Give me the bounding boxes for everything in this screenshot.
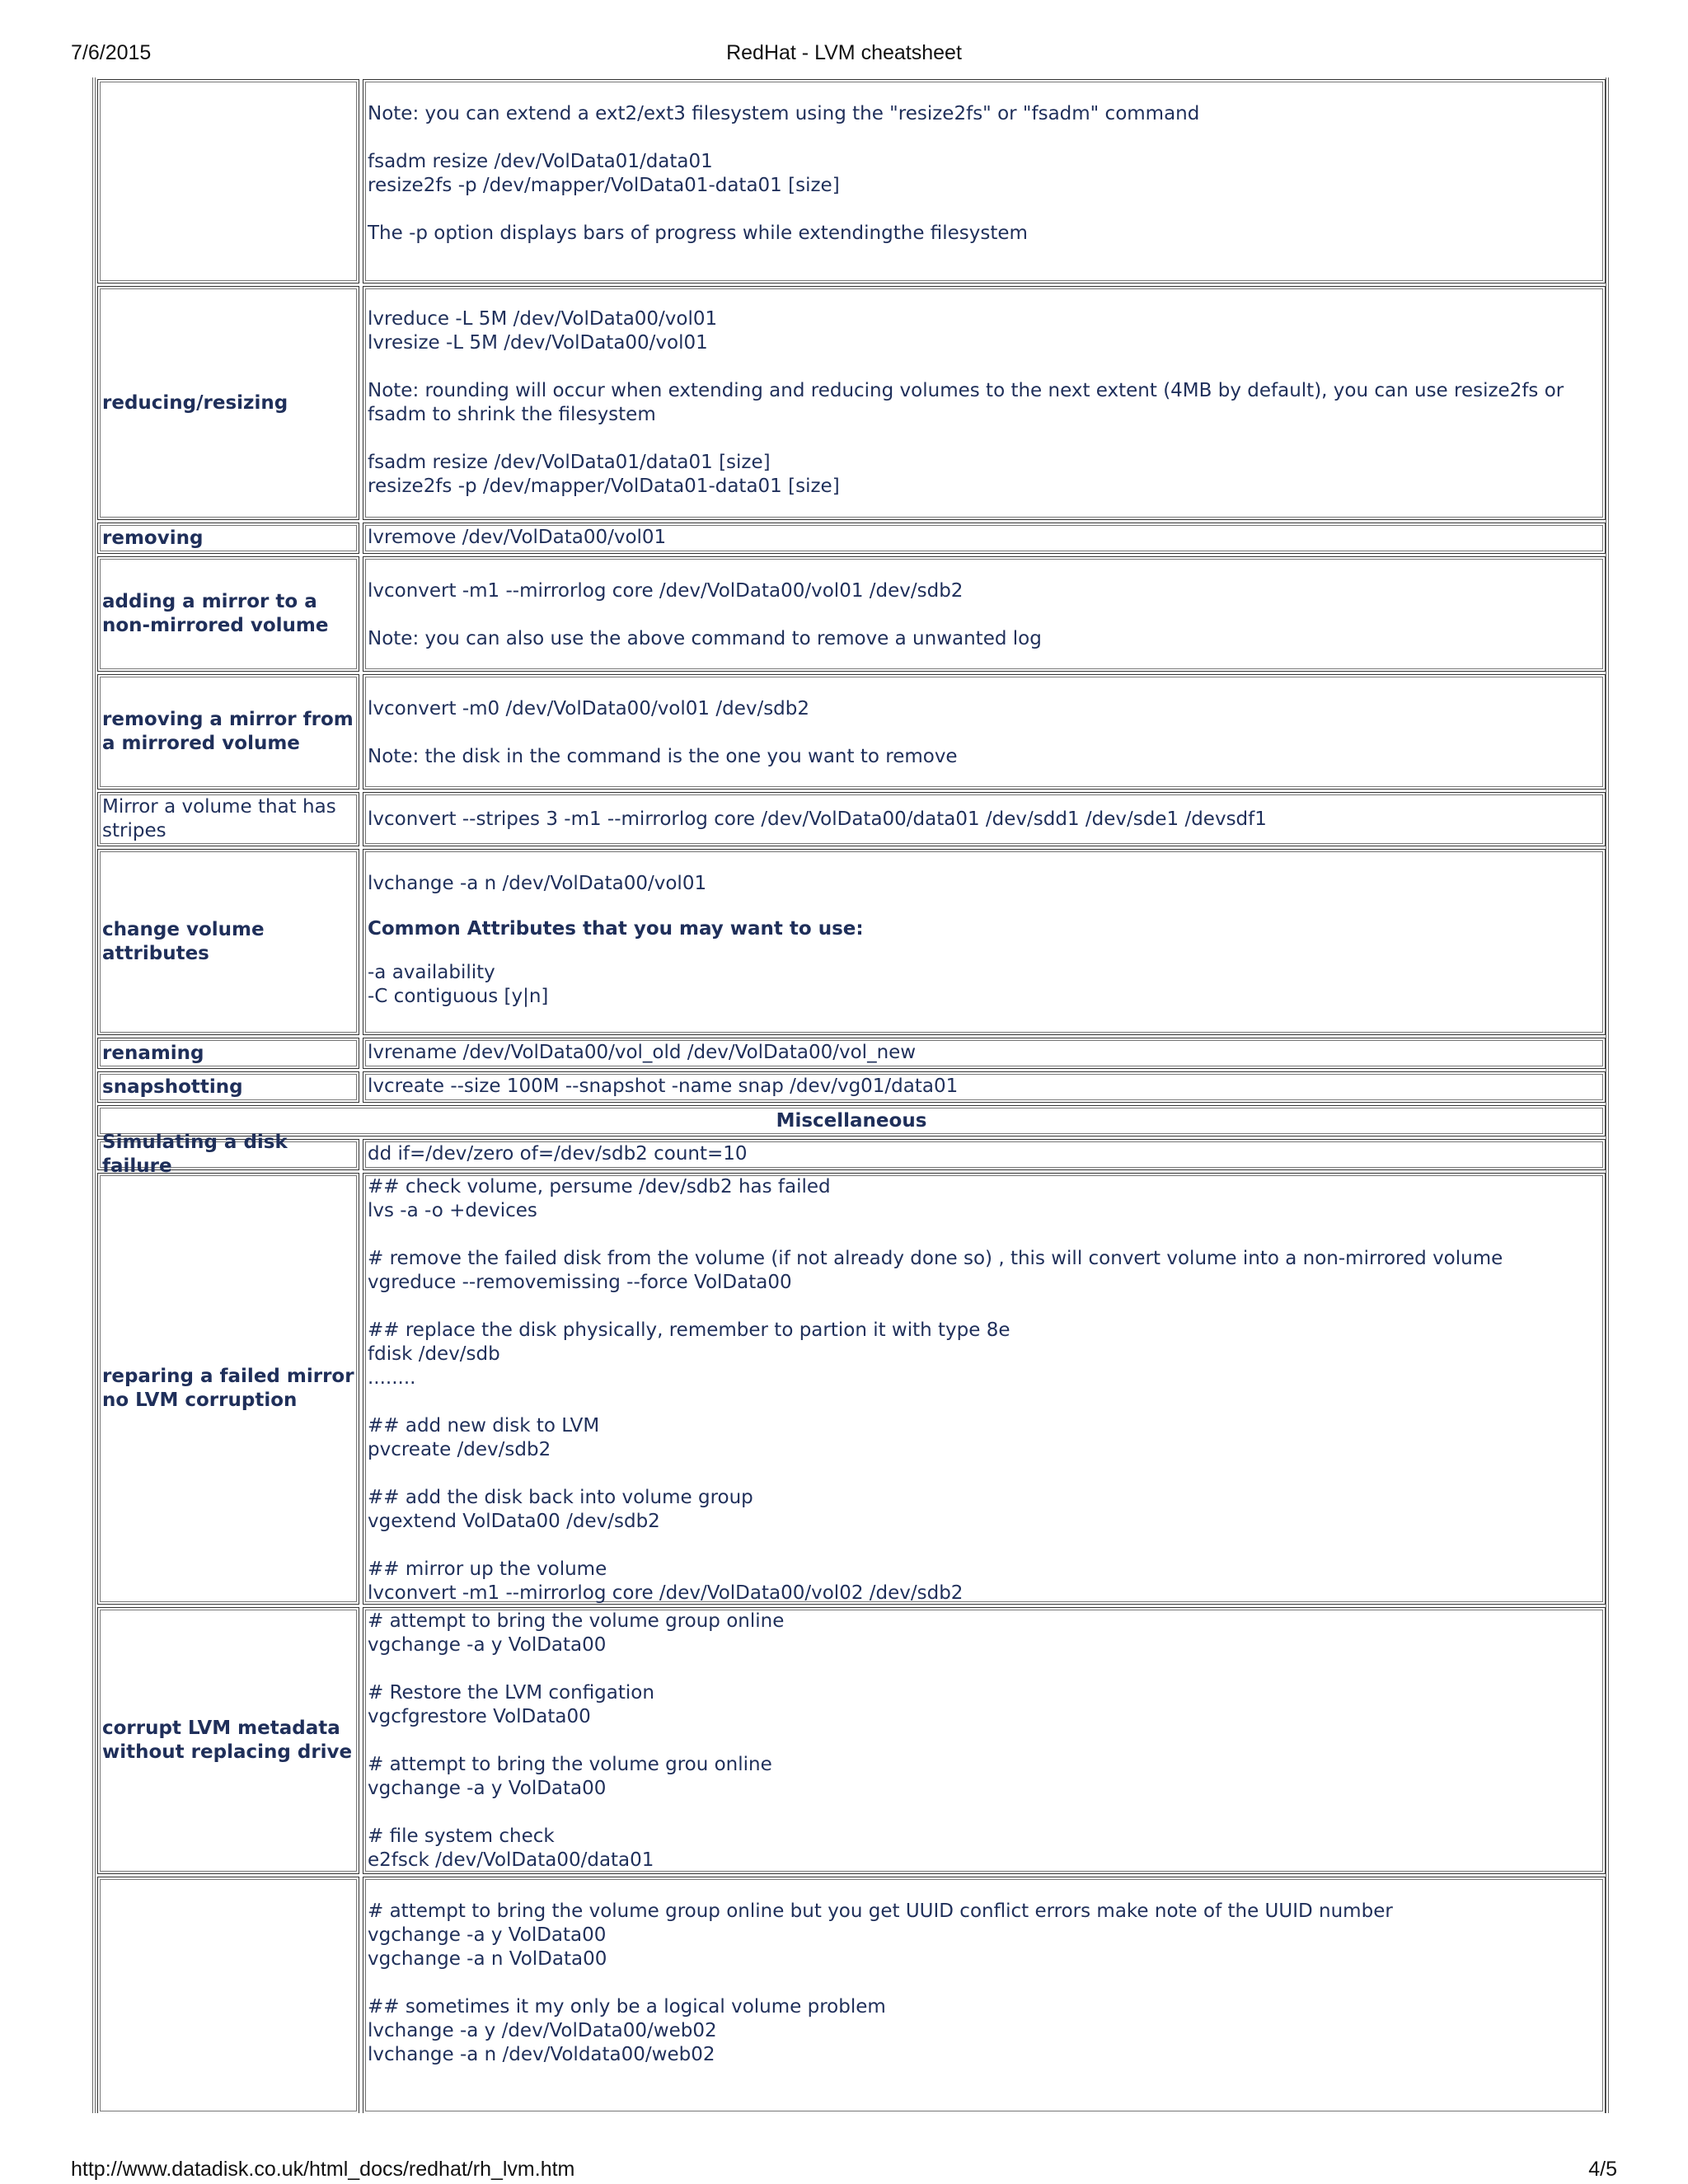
repair-mirror-label: reparing a failed mirror no LVM corruption [102,1366,354,1411]
removing-command: lvremove /dev/VolData00/vol01 [368,527,667,548]
extend-commands: Note: you can extend a ext2/ext3 filesystem using the "resize2fs" or "fsadm" command fsadm resize /dev/VolData01/data01 resize2fs -p /dev/mapper/VolData01-data01 [size] The -p option displays bars of progress while extendingthe filesystem [368,103,1200,244]
table-row-repair-mirror [97,1173,1606,1605]
repair-mirror-commands: ## check volume, persume /dev/sdb2 has failed lvs -a -o +devices # remove the failed disk from the volume (if not already done so) , this will convert volume into a non-mirrored volume vgreduce --removemissing --force VolData00 ## replace the disk physically, remember to partion it with type 8e fdisk /dev/sdb ........ ## add new disk to LVM pvcreate /dev/sdb2 ## add the disk back into volume group vgextend VolData00 /dev/sdb2 ## mirror up the volume lvconvert -m1 --mirrorlog core /dev/VolData00/vol02 /dev/sdb2 [368,1176,1503,1604]
row-content-cell [363,1877,1606,2113]
row-content-cell [363,1607,1606,1874]
row-content-cell [363,556,1606,672]
row-content-cell [363,792,1606,846]
change-attributes-label: change volume attributes [102,919,265,964]
row-label-cell [97,792,359,846]
table-row-removing [97,523,1606,554]
page-url: http://www.datadisk.co.uk/html_docs/redhat/rh_lvm.htm [71,2158,575,2181]
row-content-cell [363,523,1606,554]
table-row-renaming [97,1038,1606,1069]
add-mirror-commands: lvconvert -m1 --mirrorlog core /dev/VolData00/vol01 /dev/sdb2 Note: you can also use the above command to remove a unwanted log [368,580,1042,649]
row-content-cell [363,1038,1606,1069]
mirror-stripes-command: lvconvert --stripes 3 -m1 --mirrorlog core /dev/VolData00/data01 /dev/sdd1 /dev/sde1 /devsdf1 [368,808,1267,830]
uuid-conflict-commands: # attempt to bring the volume group online but you get UUID conflict errors make note of the UUID number vgchange -a y VolData00 vgchange -a n VolData00 ## sometimes it my only be a logical volume problem lvchange -a y /dev/VolData00/web02 lvchange -a n /dev/Voldata00/web02 [368,1900,1393,2065]
row-label-cell [97,674,359,790]
row-label-cell [97,1038,359,1069]
row-content-cell [363,1071,1606,1103]
corrupt-metadata-label: corrupt LVM metadata without replacing drive [102,1718,353,1763]
table-row-uuid-conflict [97,1877,1606,2113]
reducing-commands: lvreduce -L 5M /dev/VolData00/vol01 lvresize -L 5M /dev/VolData00/vol01 Note: rounding will occur when extending and reducing volumes to the next extent (4MB by default), you can use resize2fs or fsadm to shrink the filesystem fsadm resize /dev/VolData01/data01 [size] resize2fs -p /dev/mapper/VolData01-data01 [size] [368,308,1564,497]
simulate-failure-command: dd if=/dev/zero of=/dev/sdb2 count=10 [368,1143,748,1165]
corrupt-metadata-commands: # attempt to bring the volume group online vgchange -a y VolData00 # Restore the LVM configation vgcfgrestore VolData00 # attempt to bring the volume grou online vgchange -a y VolData00 # file system check e2fsck /dev/VolData00/data01 [368,1610,785,1871]
miscellaneous-heading: Miscellaneous [776,1109,927,1132]
row-label-cell [97,1877,359,2113]
page-title: RedHat - LVM cheatsheet [726,41,962,64]
row-label-cell [97,1071,359,1103]
page-number: 4/5 [1588,2158,1617,2181]
table-row-add-mirror [97,556,1606,672]
row-label-cell [97,286,359,520]
row-content-cell [363,286,1606,520]
attributes-list: -a availability -C contiguous [y|n] [368,962,549,1007]
table-row-simulate-failure [97,1132,1606,1177]
row-label-cell [97,523,359,554]
row-label-cell [97,556,359,672]
table-row-reducing [97,286,1606,520]
print-date: 7/6/2015 [71,41,152,64]
snapshotting-command: lvcreate --size 100M --snapshot -name snap /dev/vg01/data01 [368,1076,959,1097]
row-content-cell [363,79,1606,284]
table-row-snapshotting [97,1071,1606,1103]
renaming-label: renaming [102,1042,204,1064]
table-row-corrupt-metadata [97,1607,1606,1874]
table-row-mirror-stripes [97,792,1606,846]
remove-mirror-commands: lvconvert -m0 /dev/VolData00/vol01 /dev/sdb2 Note: the disk in the command is the one you want to remove [368,698,958,767]
row-content-cell [363,674,1606,790]
row-label-cell [97,1607,359,1874]
row-content-cell [363,849,1606,1035]
snapshotting-label: snapshotting [102,1076,243,1098]
mirror-stripes-label: Mirror a volume that has stripes [102,796,336,841]
reducing-label: reducing/resizing [102,391,288,414]
row-content-cell [363,1139,1606,1170]
row-label-cell [97,1173,359,1605]
removing-label: removing [102,527,204,549]
row-label-cell [97,79,359,284]
change-attributes-command: lvchange -a n /dev/VolData00/vol01 [368,873,707,894]
table-row-change-attributes [97,849,1606,1035]
common-attributes-heading: Common Attributes that you may want to use: [368,918,864,940]
row-label-cell [97,1132,359,1177]
row-content-cell [363,1173,1606,1605]
table-row-extend-continued [97,79,1606,284]
row-label-cell [97,849,359,1035]
remove-mirror-label: removing a mirror from a mirrored volume [102,709,354,754]
table-row-remove-mirror [97,674,1606,790]
renaming-command: lvrename /dev/VolData00/vol_old /dev/VolData00/vol_new [368,1042,917,1063]
simulate-failure-label: Simulating a disk failure [102,1132,288,1177]
add-mirror-label: adding a mirror to a non-mirrored volume [102,591,329,636]
